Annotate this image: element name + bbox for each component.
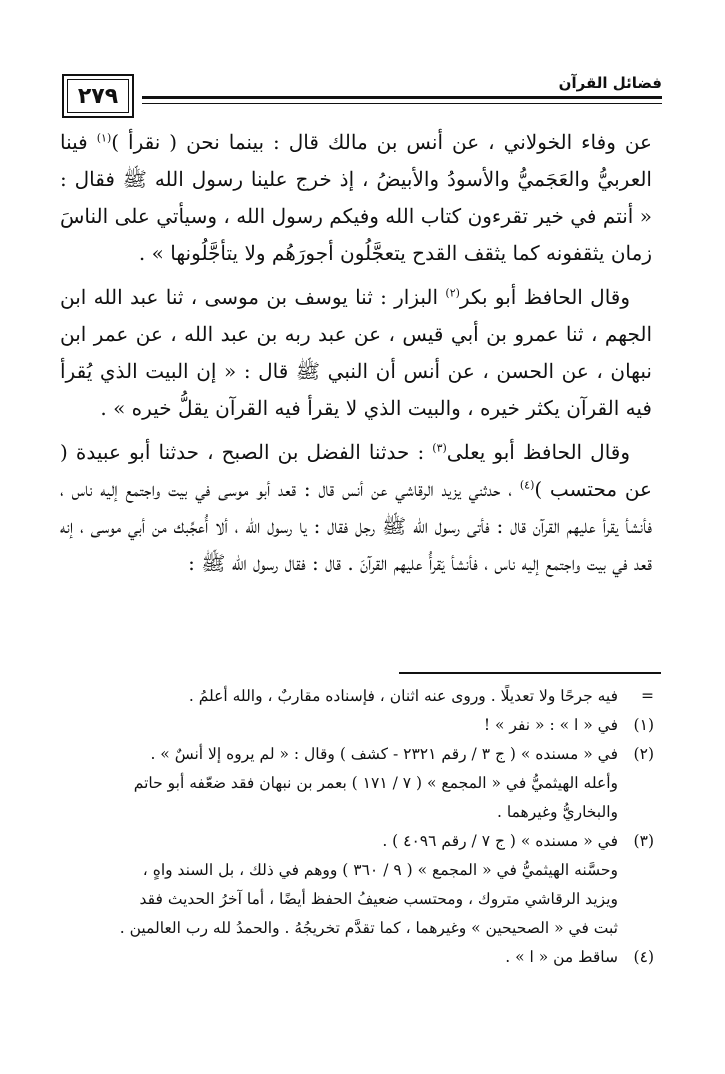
text-line: بيت واجتمع إليه ناس ، فأنشأ يقرأ عليهم القرآن قال : فأتى رسول الله ﷺ bbox=[60, 477, 653, 538]
main-text bbox=[60, 124, 652, 589]
text-line: زمان يثقفونه كما يثقف القدح يتعجَّلُون أجورَهُم ولا يتأجَّلُونها » . bbox=[138, 241, 652, 265]
footnote-ref: (١) bbox=[96, 131, 112, 145]
text-line: وقال الحافظ أبو يعلى bbox=[446, 440, 631, 464]
paragraph-1 bbox=[60, 124, 652, 272]
text-line: ، حدثني يزيد الرقاشي عن أنس قال : قعد أبو موسى في bbox=[195, 477, 513, 501]
text-line: : حدثنا الفضل بن الصبح ، حدثنا أبو عبيدة bbox=[75, 440, 425, 464]
text-line: فينا bbox=[60, 130, 88, 154]
footnote-line: في « مسنده » ( ج ٣ / رقم ٢٣٢١ - كشف ) وقال : « لم يروه إلا أنسٌ » . bbox=[150, 745, 618, 763]
text-line: ( عن محتسب ) bbox=[60, 440, 652, 501]
footnote-line: وأعله الهيثميُّ في « المجمع » ( ٧ / ١٧١ ) بعمر بن نبهان فقد ضعّفه أبو حاتم bbox=[133, 774, 618, 792]
footnote-line: في « مسنده » ( ج ٧ / رقم ٤٠٩٦ ) . bbox=[382, 832, 618, 850]
text-line: البزار : ثنا يوسف بن موسى ، ثنا عبد الله bbox=[93, 285, 439, 309]
footnote-item bbox=[64, 943, 654, 972]
footnote-ref: (٤) bbox=[519, 478, 535, 492]
footnote-item bbox=[64, 827, 654, 943]
text-line: رجل فقال : يا رسول الله ، ألا أُعجِّبك من أبي موسى ، إنه قعد في بيت bbox=[60, 514, 652, 575]
footnote-marker: (٢) bbox=[633, 745, 654, 763]
footnote-marker: (٤) bbox=[633, 948, 654, 966]
text-line: ابن نبهان ، عن الحسن ، عن أنس أن النبي ﷺ قال : « إن البيت الذي bbox=[60, 322, 652, 383]
text-line: واجتمع إليه ناس ، فأنشأ يَقرأُ عليهم القرآنَ . قال : فقال رسول الله ﷺ : bbox=[188, 551, 581, 575]
footnote-item bbox=[64, 682, 654, 711]
header-rule-thin bbox=[142, 103, 662, 104]
footnote-marker: = bbox=[641, 687, 654, 705]
footnote-ref: (٣) bbox=[432, 441, 447, 455]
footnote-line: ساقط من « ا » . bbox=[505, 948, 618, 966]
text-line: عن وفاء الخولاني ، عن أنس بن مالك قال : بينما نحن ( نقرأ ) bbox=[111, 130, 652, 154]
text-line: ابن الجهم ، ثنا عمرو بن أبي قيس ، عن عبد ربه بن عبد الله ، عن عمر bbox=[60, 285, 653, 346]
footnote-separator bbox=[399, 672, 661, 674]
text-line: « أنتم في خير تقرءون كتاب الله وفيكم رسول الله ، وسيأتي على الناسَ bbox=[60, 204, 652, 228]
footnote-line: فيه جرحًا ولا تعديلًا . وروى عنه اثنان ، فإسناده مقاربٌ ، والله أعلمُ . bbox=[188, 687, 618, 705]
footnote-line: ثبت في « الصحيحين » وغيرهما ، كما تقدَّم تخريجُهُ . والحمدُ لله رب العالمين . bbox=[119, 919, 618, 937]
footnote-line: وحسَّنه الهيثميُّ في « المجمع » ( ٩ / ٣٦٠ ) ووهم في ذلك ، بل السند واهٍ ، bbox=[142, 861, 618, 879]
header-rule-thick bbox=[142, 96, 662, 99]
footnote-marker: (١) bbox=[633, 716, 654, 734]
footnote-ref: (٢) bbox=[445, 286, 460, 300]
page-header bbox=[62, 70, 662, 122]
text-line: يُقرأ فيه القرآن يكثر خيره ، والبيت الذي لا يقرأ فيه القرآن يقلُّ خيره » . bbox=[60, 359, 652, 420]
text-line: وقال الحافظ أبو بكر bbox=[459, 285, 631, 309]
footnote-line: ويزيد الرقاشي متروك ، ومحتسب ضعيفُ الحفظ أيضًا ، أما آخرُ الحديث فقد bbox=[139, 890, 618, 908]
footnote-line: والبخاريُّ وغيرهما . bbox=[497, 803, 618, 821]
footnote-line: في « ا » : « نفر » ! bbox=[483, 716, 618, 734]
paragraph-2 bbox=[60, 279, 652, 427]
page-number: ٢٧٩ bbox=[62, 74, 134, 118]
footnote-item bbox=[64, 711, 654, 740]
footnote-marker: (٣) bbox=[633, 832, 654, 850]
running-title: فضائل القرآن bbox=[558, 74, 662, 92]
paragraph-3 bbox=[60, 434, 652, 582]
text-line: العربيُّ والعَجَميُّ والأسودُ والأبيضُ ، إذ خرج علينا رسول الله ﷺ فقال : bbox=[60, 167, 652, 191]
footnote-item bbox=[64, 740, 654, 827]
footnotes bbox=[64, 682, 654, 972]
